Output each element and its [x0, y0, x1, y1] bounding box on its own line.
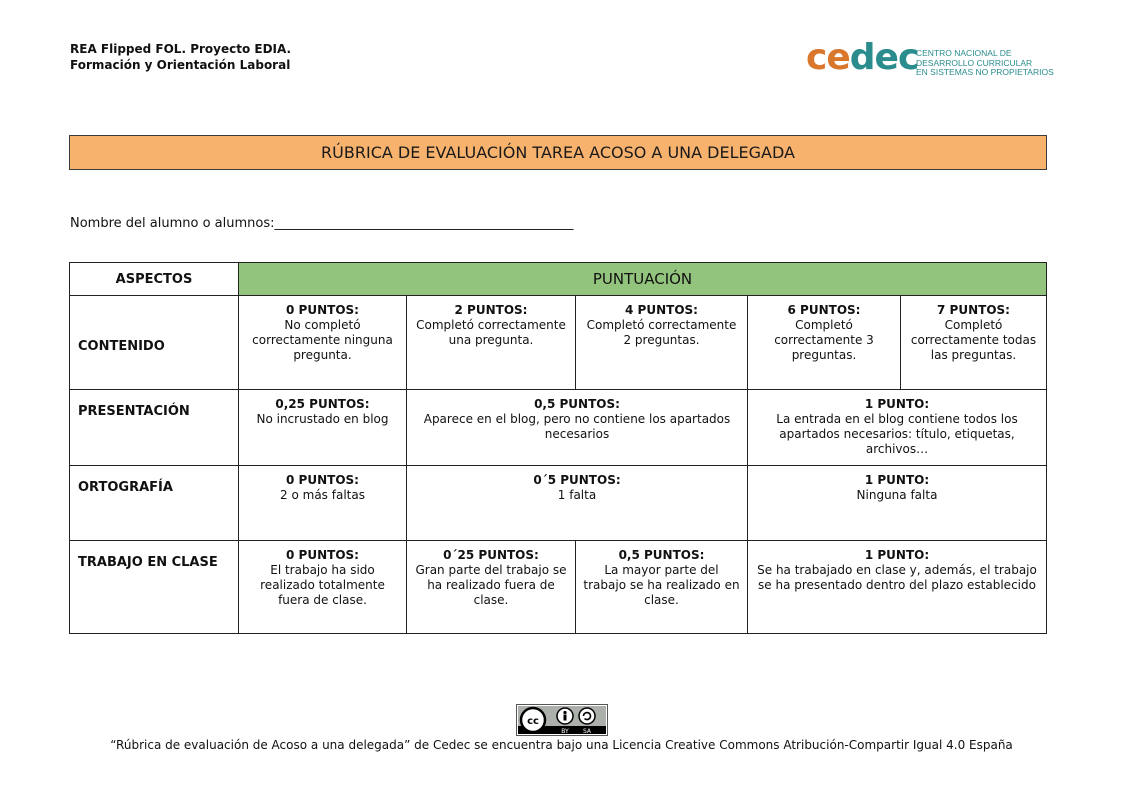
logo-wordmark: cedec — [806, 37, 919, 78]
header-line-1: REA Flipped FOL. Proyecto EDIA. — [70, 42, 292, 56]
cell-contenido-0: 0 PUNTOS: No completó correctamente ninguna pregunta. — [239, 296, 407, 390]
badge-by-text: BY — [560, 728, 569, 735]
table-header-row — [70, 263, 1047, 296]
license-badge-wrap — [0, 704, 1123, 740]
row-trabajo — [70, 541, 1047, 634]
cell-ortografia-0: 0 PUNTOS: 2 o más faltas — [239, 466, 407, 541]
cc-by-sa-badge-icon[interactable] — [516, 704, 608, 736]
cell-trabajo-025: 0´25 PUNTOS: Gran parte del trabajo se ha realizado fuera de clase. — [407, 541, 576, 634]
row-ortografia — [70, 466, 1047, 541]
cell-ortografia-05: 0´5 PUNTOS: 1 falta — [407, 466, 748, 541]
cell-contenido-6: 6 PUNTOS: Completó correctamente 3 preguntas. — [748, 296, 901, 390]
aspect-ortografia: ORTOGRAFÍA — [70, 466, 239, 541]
row-presentacion — [70, 390, 1047, 466]
cell-trabajo-0: 0 PUNTOS: El trabajo ha sido realizado totalmente fuera de clase. — [239, 541, 407, 634]
cell-ortografia-1: 1 PUNTO: Ninguna falta — [748, 466, 1047, 541]
cell-trabajo-1: 1 PUNTO: Se ha trabajado en clase y, además, el trabajo se ha presentado dentro del plazo establecido — [748, 541, 1047, 634]
badge-sa-text: SA — [582, 728, 591, 735]
student-name-field: Nombre del alumno o alumnos:______________________________________________ — [70, 216, 574, 231]
aspect-presentacion: PRESENTACIÓN — [70, 390, 239, 466]
cedec-logo — [806, 37, 1054, 84]
header-puntuacion: PUNTUACIÓN — [239, 263, 1047, 296]
license-text: “Rúbrica de evaluación de Acoso a una delegada” de Cedec se encuentra bajo una Licencia Creative Commons Atribución-Compartir Igual 4.0 España — [110, 738, 1013, 752]
rubric-table — [69, 262, 1047, 634]
row-contenido — [70, 296, 1047, 390]
svg-text:cc: cc — [526, 716, 539, 727]
cell-presentacion-025: 0,25 PUNTOS: No incrustado en blog — [239, 390, 407, 466]
cell-trabajo-05: 0,5 PUNTOS: La mayor parte del trabajo se ha realizado en clase. — [576, 541, 748, 634]
cell-contenido-2: 2 PUNTOS: Completó correctamente una pregunta. — [407, 296, 576, 390]
cell-presentacion-05: 0,5 PUNTOS: Aparece en el blog, pero no contiene los apartados necesarios — [407, 390, 748, 466]
header-aspectos: ASPECTOS — [70, 263, 239, 296]
logo-subtitle: CENTRO NACIONAL DE DESARROLLO CURRICULAR EN SISTEMAS NO PROPIETARIOS — [916, 48, 1054, 77]
cell-presentacion-1: 1 PUNTO: La entrada en el blog contiene todos los apartados necesarios: título, etiquetas, archivos… — [748, 390, 1047, 466]
aspect-contenido: CONTENIDO — [70, 296, 239, 390]
header-text — [70, 41, 291, 73]
cell-contenido-4: 4 PUNTOS: Completó correctamente 2 preguntas. — [576, 296, 748, 390]
cell-contenido-7: 7 PUNTOS: Completó correctamente todas las preguntas. — [901, 296, 1047, 390]
header-line-2: Formación y Orientación Laboral — [70, 58, 291, 72]
aspect-trabajo: TRABAJO EN CLASE — [70, 541, 239, 634]
rubric-title: RÚBRICA DE EVALUACIÓN TAREA ACOSO A UNA DELEGADA — [69, 135, 1047, 170]
